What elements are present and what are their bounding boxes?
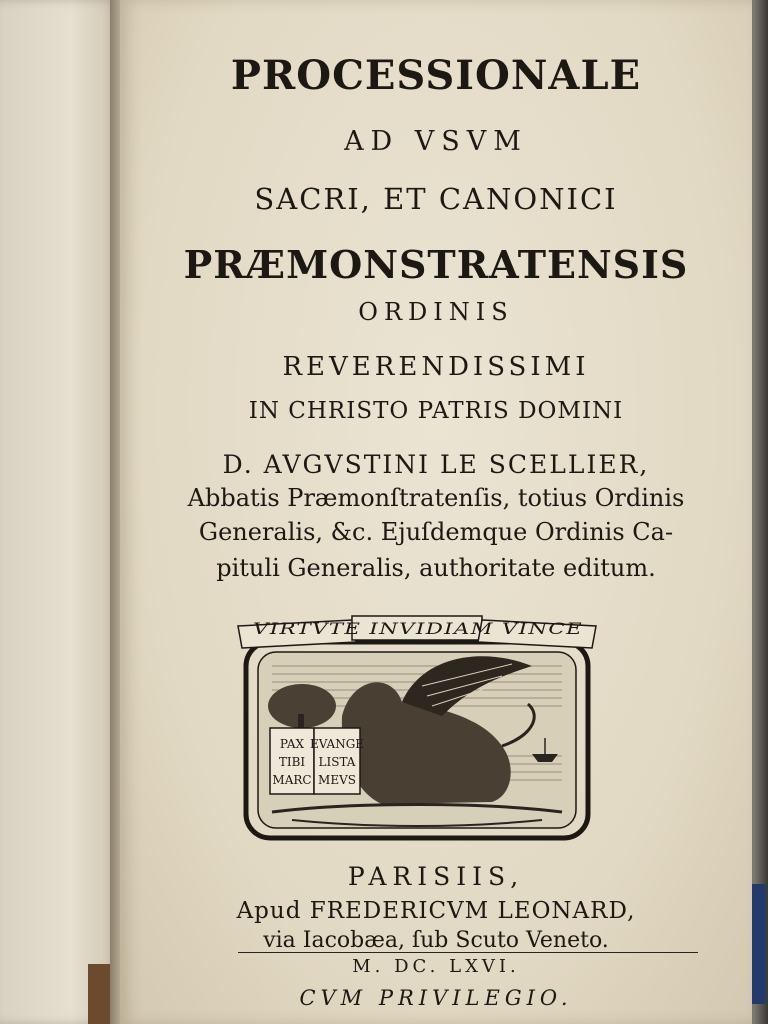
title-line-5: ORDINIS — [358, 298, 514, 326]
imprint-year: M. DC. LXVI. — [352, 956, 520, 977]
imprint-address: via Iacobæa, ſub Scuto Veneto. — [263, 928, 609, 953]
left-page — [0, 0, 118, 1024]
book-left-line-1: PAX — [279, 737, 305, 751]
book-title: PROCESSIONALE — [230, 52, 642, 99]
title-line-9: Abbatis Præmonſtratenſis, totius Ordinis — [187, 484, 685, 512]
book-right-line-2: LISTA — [318, 755, 356, 769]
title-line-10: Generalis, &c. Ejuſdemque Ordinis Ca- — [198, 518, 674, 546]
book-left-line-2: TIBI — [278, 755, 306, 769]
printer-mark-vignette — [232, 606, 604, 850]
imprint-publisher: Apud FREDERICVM LEONARD, — [236, 898, 636, 924]
printer-motto: VIRTVTE INVIDIAM VINCE — [253, 619, 583, 638]
title-line-8: D. AVGVSTINI LE SCELLIER, — [222, 450, 650, 479]
book-right-line-1: EVANGE — [309, 737, 365, 751]
title-line-3: SACRI, ET CANONICI — [254, 182, 618, 216]
shelf-label — [750, 884, 766, 1004]
book-right-line-3: MEVS — [318, 773, 356, 787]
title-line-4: PRÆMONSTRATENSIS — [183, 242, 689, 287]
imprint-privilege: CVM PRIVILEGIO. — [299, 986, 573, 1010]
imprint-place: PARISIIS, — [347, 862, 525, 891]
title-line-2: AD VSVM — [344, 126, 528, 157]
title-line-11: pituli Generalis, authoritate editum. — [216, 554, 656, 582]
title-line-7: IN CHRISTO PATRIS DOMINI — [248, 398, 624, 424]
title-line-6: REVERENDISSIMI — [282, 352, 590, 382]
title-page — [120, 0, 752, 1024]
imprint-rule — [238, 952, 698, 953]
book-left-line-3: MARC — [272, 773, 312, 787]
